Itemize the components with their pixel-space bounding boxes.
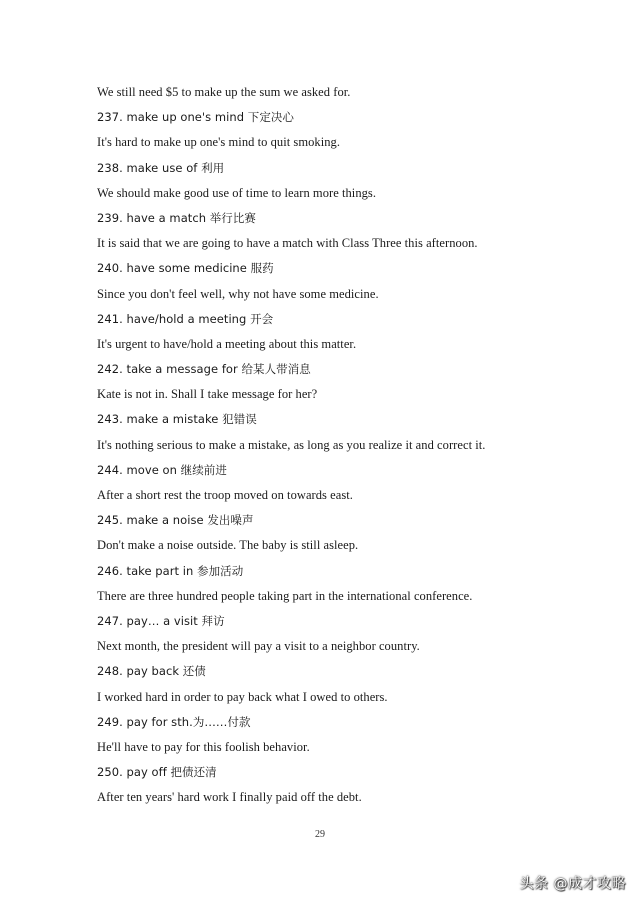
example-sentence: We still need $5 to make up the sum we asked for. <box>97 85 351 99</box>
example-sentence: Since you don't feel well, why not have some medicine. <box>97 286 379 301</box>
phrase-entry-245: 245. make a noise 发出噪声 <box>97 513 254 528</box>
example-sentence: We should make good use of time to learn more things. <box>97 185 377 200</box>
example-sentence: Kate is not in. Shall I take message for her? <box>97 387 318 402</box>
example-sentence: It's urgent to have/hold a meeting about this matter. <box>97 336 357 351</box>
phrase-entry-241: 241. have/hold a meeting 开会 <box>97 311 274 326</box>
phrase-entry-240: 240. have some medicine 服药 <box>97 261 274 276</box>
example-sentence: It's hard to make up one's mind to quit smoking. <box>97 135 340 150</box>
page-number: 29 <box>315 829 325 840</box>
phrase-entry-244: 244. move on 继续前进 <box>97 462 227 477</box>
phrase-entry-248: 248. pay back 还债 <box>97 664 206 679</box>
example-sentence: It's nothing serious to make a mistake, as long as you realize it and correct it. <box>97 437 486 452</box>
phrase-entry-242: 242. take a message for 给某人带消息 <box>97 362 311 377</box>
phrase-entry-246: 246. take part in 参加活动 <box>97 563 244 578</box>
example-sentence: It is said that we are going to have a match with Class Three this afternoon. <box>97 236 478 251</box>
example-sentence: There are three hundred people taking part in the international conference. <box>97 588 473 603</box>
example-sentence: After ten years' hard work I finally paid off the debt. <box>97 790 362 805</box>
phrase-entry-243: 243. make a mistake 犯错误 <box>97 412 257 427</box>
phrase-entry-237: 237. make up one's mind 下定决心 <box>97 110 294 125</box>
phrase-entry-238: 238. make use of 利用 <box>97 160 225 175</box>
watermark: 头条 @成才攻略 <box>519 876 626 892</box>
example-sentence: After a short rest the troop moved on towards east. <box>97 488 353 502</box>
example-sentence: He'll have to pay for this foolish behavior. <box>97 739 310 754</box>
phrase-entry-250: 250. pay off 把债还清 <box>97 765 217 780</box>
phrase-entry-239: 239. have a match 举行比赛 <box>97 210 256 225</box>
example-sentence: I worked hard in order to pay back what I owed to others. <box>97 689 388 704</box>
phrase-entry-249: 249. pay for sth.为……付款 <box>97 714 251 729</box>
example-sentence: Don't make a noise outside. The baby is still asleep. <box>97 538 359 553</box>
phrase-entry-247: 247. pay… a visit 拜访 <box>97 613 225 628</box>
example-sentence: Next month, the president will pay a visit to a neighbor country. <box>97 639 420 654</box>
phrase-list <box>97 83 617 813</box>
